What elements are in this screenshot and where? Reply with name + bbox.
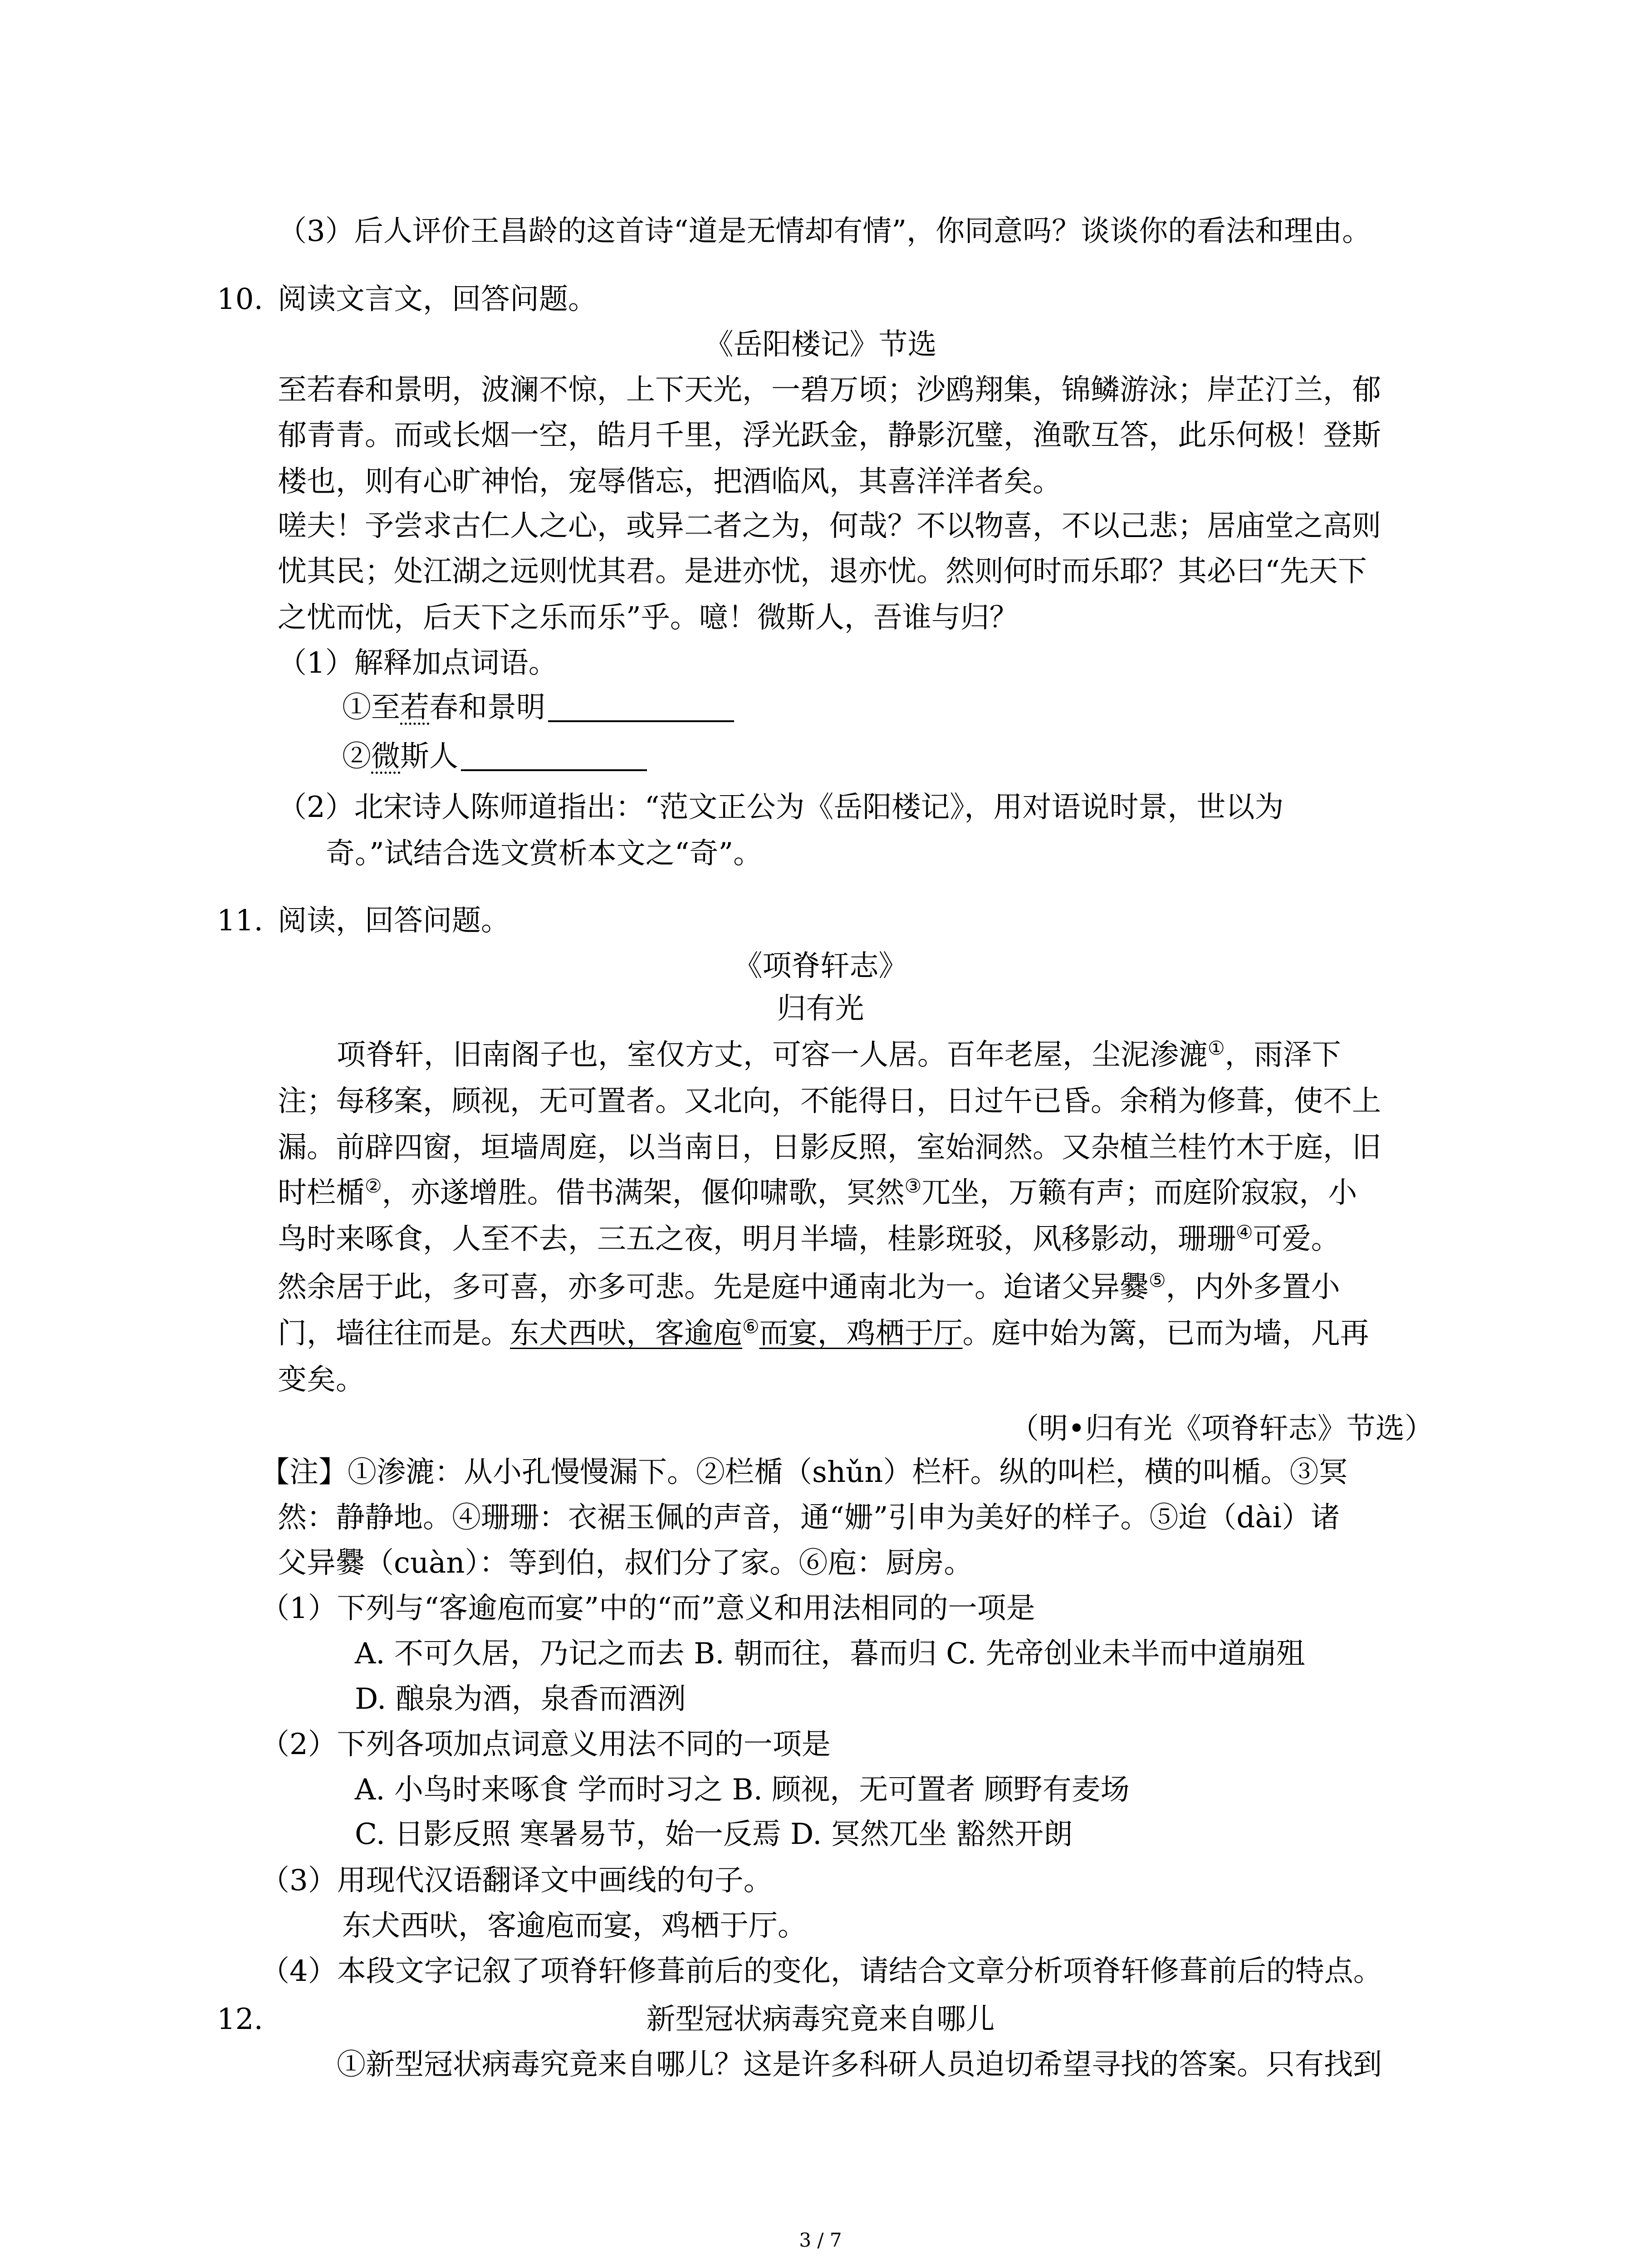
q12-paragraph: ①新型冠状病毒究竟来自哪儿？这是许多科研人员迫切希望寻找的答案。只有找到 [337, 2048, 1382, 2082]
q10-passage-line: 忧其民；处江湖之远则忧其君。是进亦忧，退亦忧。然则何时而乐耶？其必曰“先天下 [278, 555, 1367, 588]
q11-passage-title: 《项脊轩志》 [733, 949, 908, 983]
q11-sub2: （2）下列各项加点词意义用法不同的一项是 [260, 1728, 831, 1761]
q11-passage-line [278, 1269, 1340, 1304]
q11-intro: 阅读，回答问题。 [278, 904, 510, 938]
q11-number: 11. [217, 904, 263, 938]
q11-sub4: （4）本段文字记叙了项脊轩修葺前后的变化，请结合文章分析项脊轩修葺前后的特点。 [260, 1955, 1382, 1988]
q11-sub1: （1）下列与“客逾庖而宴”中的“而”意义和用法相同的一项是 [260, 1592, 1035, 1625]
q11-text: ，内外多置小 [1166, 1271, 1340, 1304]
q10-passage-line: 之忧而忧，后天下之乐而乐”乎。噫！微斯人，吾谁与归？ [278, 601, 1019, 635]
q11-passage-line: 漏。前辟四窗，垣墙周庭，以当南日，日影反照，室始洞然。又杂植兰桂竹木于庭，旧 [278, 1131, 1381, 1164]
q11-note-line: 然：静静地。④珊珊：衣裾玉佩的声音，通“姗”引申为美好的样子。⑤迨（dài）诸 [278, 1501, 1340, 1535]
q11-passage-line [278, 1175, 1357, 1210]
q11-text: 时栏楯 [278, 1176, 365, 1210]
q10-item2-pre: ② [342, 740, 371, 773]
q10-sub2-line2: 奇。”试结合选文赏析本文之“奇”。 [326, 837, 763, 870]
footnote-marker: ③ [904, 1175, 922, 1197]
q11-author: 归有光 [777, 992, 864, 1026]
q11-text: 鸟时来啄食，人至不去，三五之夜，明月半墙，桂影斑驳，风移影动，珊珊 [278, 1222, 1236, 1256]
q11-sub3-sentence: 东犬西吠，客逾庖而宴，鸡栖于厅。 [342, 1909, 807, 1943]
q11-text: ，亦遂增胜。借书满架，偃仰啸歌，冥然 [382, 1176, 905, 1210]
q11-sub2-options: A. 小鸟时来啄食 学而时习之 B. 顾视，无可置者 顾野有麦场 [355, 1773, 1130, 1807]
q11-sub1-options: D. 酿泉为酒，泉香而酒洌 [355, 1682, 686, 1716]
q10-sub2-line1: （2）北宋诗人陈师道指出：“范文正公为《岳阳楼记》，用对语说时景，世以为 [278, 791, 1284, 824]
q11-sub2-options: C. 日影反照 寒暑易节，始一反焉 D. 冥然兀坐 豁然开朗 [355, 1818, 1073, 1851]
footnote-marker: ① [1208, 1037, 1225, 1059]
q9-sub3: （3）后人评价王昌龄的这首诗“道是无情却有情”，你同意吗？谈谈你的看法和理由。 [278, 215, 1372, 248]
q10-passage-line: 郁青青。而或长烟一空，皓月千里，浮光跃金，静影沉璧，渔歌互答，此乐何极！登斯 [278, 419, 1381, 452]
q11-passage-line: 变矣。 [278, 1363, 365, 1397]
q10-item2-emph: 微 [371, 740, 400, 773]
q10-item2-post: 斯人 [400, 740, 458, 773]
q11-note-line: 父异爨（cuàn）：等到伯，叔们分了家。⑥庖：厨房。 [278, 1546, 973, 1580]
q10-item1-pre: ①至 [342, 691, 400, 724]
q11-passage-line: 注；每移案，顾视，无可置者。又北向，不能得日，日过午已昏。余稍为修葺，使不上 [278, 1085, 1381, 1118]
q11-passage-line [337, 1037, 1341, 1072]
footnote-marker: ⑥ [742, 1315, 759, 1338]
q10-item1 [342, 693, 734, 722]
q11-source: （明•归有光《项脊轩志》节选） [1010, 1412, 1434, 1446]
q10-sub1: （1）解释加点词语。 [278, 646, 558, 680]
q10-passage-line: 至若春和景明，波澜不惊，上下天光，一碧万顷；沙鸥翔集，锦鳞游泳；岸芷汀兰，郁 [278, 373, 1381, 407]
q11-text: ，雨泽下 [1225, 1038, 1341, 1072]
q12-title: 新型冠状病毒究竟来自哪儿 [646, 2003, 995, 2036]
q11-text: 项脊轩，旧南阁子也，室仅方丈，可容一人居。百年老屋，尘泥渗漉 [337, 1038, 1208, 1072]
q10-passage-title: 《岳阳楼记》节选 [704, 328, 937, 362]
q10-item2 [342, 742, 647, 771]
underlined-sentence: 东犬西吠，客逾庖 [510, 1317, 742, 1350]
q11-passage-line [278, 1221, 1340, 1256]
q11-note-line: 【注】①渗漉：从小孔慢慢漏下。②栏楯（shǔn）栏杆。纵的叫栏，横的叫楯。③冥 [260, 1456, 1348, 1489]
q11-passage-line [278, 1315, 1369, 1350]
q10-number: 10. [217, 283, 263, 316]
answer-blank[interactable] [461, 744, 647, 771]
q12-number: 12. [217, 2003, 263, 2036]
underlined-sentence: 而宴，鸡栖于厅 [759, 1317, 963, 1350]
q11-text: 。庭中始为篱，已而为墙，凡再 [962, 1317, 1369, 1350]
q11-text: 可爱。 [1253, 1222, 1340, 1256]
footnote-marker: ⑤ [1149, 1269, 1166, 1291]
footnote-marker: ④ [1236, 1221, 1253, 1243]
q10-passage-line: 嗟夫！予尝求古仁人之心，或异二者之为，何哉？不以物喜，不以己悲；居庙堂之高则 [278, 509, 1381, 543]
page-number: 3 / 7 [799, 2229, 842, 2251]
q11-text: 门，墙往往而是。 [278, 1317, 510, 1350]
q11-text: 然余居于此，多可喜，亦多可悲。先是庭中通南北为一。迨诸父异爨 [278, 1271, 1149, 1304]
q11-sub3: （3）用现代汉语翻译文中画线的句子。 [260, 1864, 773, 1897]
q10-intro: 阅读文言文，回答问题。 [278, 283, 597, 316]
answer-blank[interactable] [548, 695, 734, 722]
q10-item1-emph: 若 [400, 691, 429, 724]
q11-text: 兀坐，万籁有声；而庭阶寂寂，小 [921, 1176, 1357, 1210]
q11-sub1-options: A. 不可久居，乃记之而去 B. 朝而往，暮而归 C. 先帝创业未半而中道崩殂 [355, 1637, 1305, 1671]
footnote-marker: ② [365, 1175, 382, 1197]
q10-item1-post: 春和景明 [429, 691, 545, 724]
q10-passage-line: 楼也，则有心旷神怡，宠辱偕忘，把酒临风，其喜洋洋者矣。 [278, 465, 1062, 499]
